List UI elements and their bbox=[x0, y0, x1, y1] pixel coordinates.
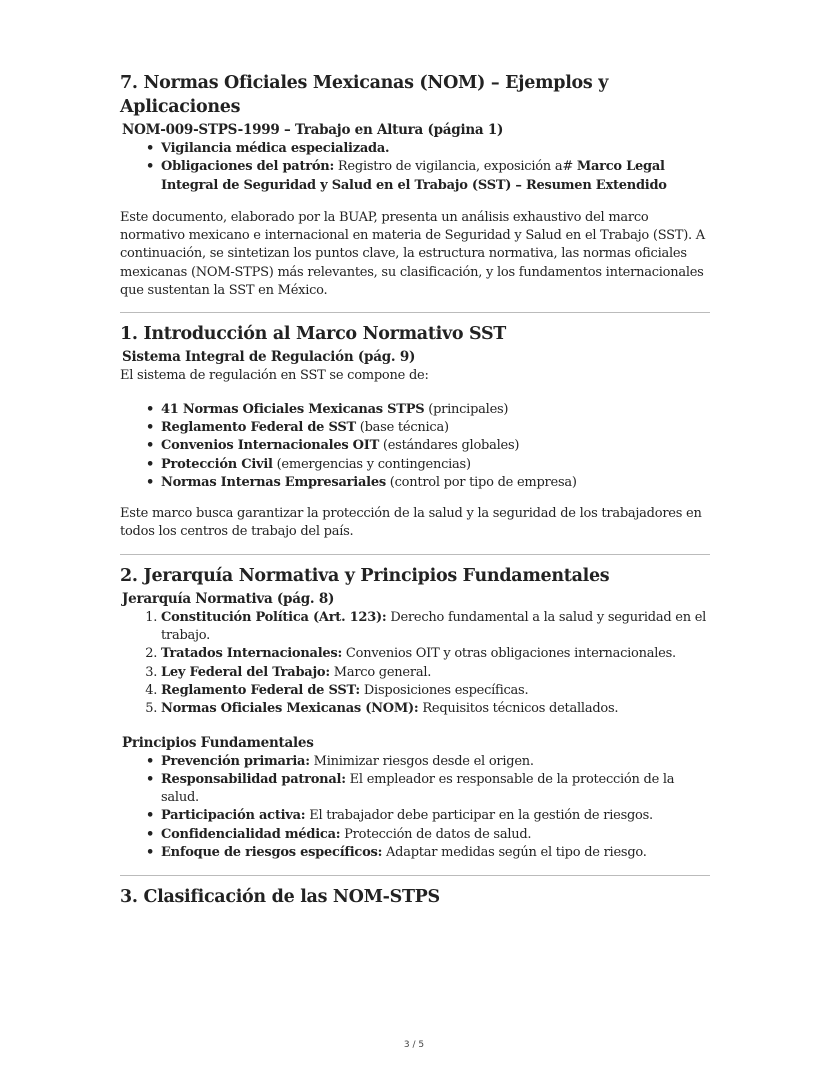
item-bold: Convenios Internacionales OIT bbox=[161, 438, 380, 454]
principles-list bbox=[120, 753, 710, 863]
item-bold: Vigilancia médica especializada. bbox=[161, 141, 390, 156]
item-bold: Responsabilidad patronal: bbox=[161, 771, 346, 787]
list-item bbox=[161, 664, 710, 682]
item-text: (control por tipo de empresa) bbox=[385, 474, 577, 490]
item-text: El empleador es responsable de la protección de la salud. bbox=[161, 771, 675, 806]
item-text: (estándares globales) bbox=[379, 438, 520, 454]
item-bold: Normas Oficiales Mexicanas (NOM): bbox=[161, 701, 419, 717]
item-text: (principales) bbox=[424, 401, 509, 417]
item-text: Requisitos técnicos detallados. bbox=[418, 701, 619, 717]
section-3-heading: 3. Clasificación de las NOM-STPS bbox=[120, 887, 440, 908]
item-text: Marco general. bbox=[329, 664, 432, 680]
item-text: (base técnica) bbox=[355, 419, 449, 435]
list-item bbox=[161, 401, 710, 419]
list-item bbox=[161, 645, 710, 663]
item-bold: Protección Civil bbox=[161, 456, 273, 472]
hierarchy-list bbox=[120, 609, 710, 719]
list-item bbox=[161, 140, 710, 158]
list-item bbox=[161, 158, 710, 195]
item-text: (emergencias y contingencias) bbox=[272, 456, 471, 472]
item-bold: Reglamento Federal de SST bbox=[161, 419, 356, 435]
principles-heading: Principios Fundamentales bbox=[122, 734, 314, 751]
intro-paragraph: Este documento, elaborado por la BUAP, presenta un análisis exhaustivo del marco normativo mexicano e internacional en materia de Seguridad y Salud en el Trabajo (SST). A continuación, se sintetizan los puntos clave, la estructura normativa, las normas oficiales mexicanas (NOM-STPS) más relevantes, su clasificación, y los fundamentos internacionales que sustentan la SST en México. bbox=[120, 209, 705, 299]
section-1-heading: 1. Introducción al Marco Normativo SST bbox=[120, 324, 507, 345]
section-7-subheading: NOM-009-STPS-1999 – Trabajo en Altura (página 1) bbox=[122, 122, 504, 138]
list-item bbox=[161, 456, 710, 474]
list-item bbox=[161, 807, 710, 825]
section-1-list bbox=[120, 401, 710, 492]
section-7-list bbox=[120, 140, 710, 195]
item-bold: Tratados Internacionales: bbox=[161, 646, 343, 662]
item-text: Protección de datos de salud. bbox=[340, 826, 532, 842]
document-page bbox=[120, 71, 710, 909]
divider bbox=[120, 554, 710, 555]
list-item bbox=[161, 844, 710, 862]
item-bold: Ley Federal del Trabajo: bbox=[161, 664, 330, 680]
list-item bbox=[161, 474, 710, 492]
item-bold: Reglamento Federal de SST: bbox=[161, 682, 360, 698]
item-bold: Constitución Política (Art. 123): bbox=[161, 609, 387, 625]
section-1-lead: El sistema de regulación en SST se compone de: bbox=[120, 368, 429, 384]
list-item bbox=[161, 771, 710, 808]
list-item bbox=[161, 826, 710, 844]
item-text: El trabajador debe participar en la gestión de riesgos. bbox=[305, 808, 653, 824]
item-bold: Obligaciones del patrón: bbox=[161, 159, 335, 175]
item-text: Derecho fundamental a la salud y seguridad en el trabajo. bbox=[161, 609, 707, 644]
list-item bbox=[161, 609, 710, 646]
item-bold: Marco Legal Integral de Seguridad y Salud en el Trabajo (SST) – Resumen Extendido bbox=[161, 159, 667, 193]
item-text: Disposiciones específicas. bbox=[359, 682, 529, 698]
list-item bbox=[161, 753, 710, 771]
section-2-subheading: Jerarquía Normativa (pág. 8) bbox=[122, 590, 335, 607]
item-text: Convenios OIT y otras obligaciones internacionales. bbox=[342, 646, 676, 662]
section-7-heading: 7. Normas Oficiales Mexicanas (NOM) – Ejemplos y Aplicaciones bbox=[120, 73, 609, 117]
list-item bbox=[161, 700, 710, 718]
item-bold: Normas Internas Empresariales bbox=[161, 474, 386, 490]
item-text: Adaptar medidas según el tipo de riesgo. bbox=[382, 845, 647, 861]
item-bold: Prevención primaria: bbox=[161, 753, 310, 769]
item-bold: 41 Normas Oficiales Mexicanas STPS bbox=[161, 401, 425, 417]
item-bold: Enfoque de riesgos específicos: bbox=[161, 845, 383, 861]
item-bold: Participación activa: bbox=[161, 808, 306, 824]
item-text: Registro de vigilancia, exposición a# bbox=[334, 159, 577, 175]
item-text: Minimizar riesgos desde el origen. bbox=[309, 753, 534, 769]
list-item bbox=[161, 419, 710, 437]
list-item bbox=[161, 437, 710, 455]
list-item bbox=[161, 682, 710, 700]
item-bold: Confidencialidad médica: bbox=[161, 826, 341, 842]
divider bbox=[120, 312, 710, 313]
page-number: 3 / 5 bbox=[403, 1040, 425, 1050]
section-1-closing: Este marco busca garantizar la protección de la salud y la seguridad de los trabajadores en todos los centros de trabajo del país. bbox=[120, 506, 702, 540]
divider bbox=[120, 875, 710, 876]
section-2-heading: 2. Jerarquía Normativa y Principios Fundamentales bbox=[120, 565, 610, 586]
section-1-subheading: Sistema Integral de Regulación (pág. 9) bbox=[122, 349, 416, 366]
